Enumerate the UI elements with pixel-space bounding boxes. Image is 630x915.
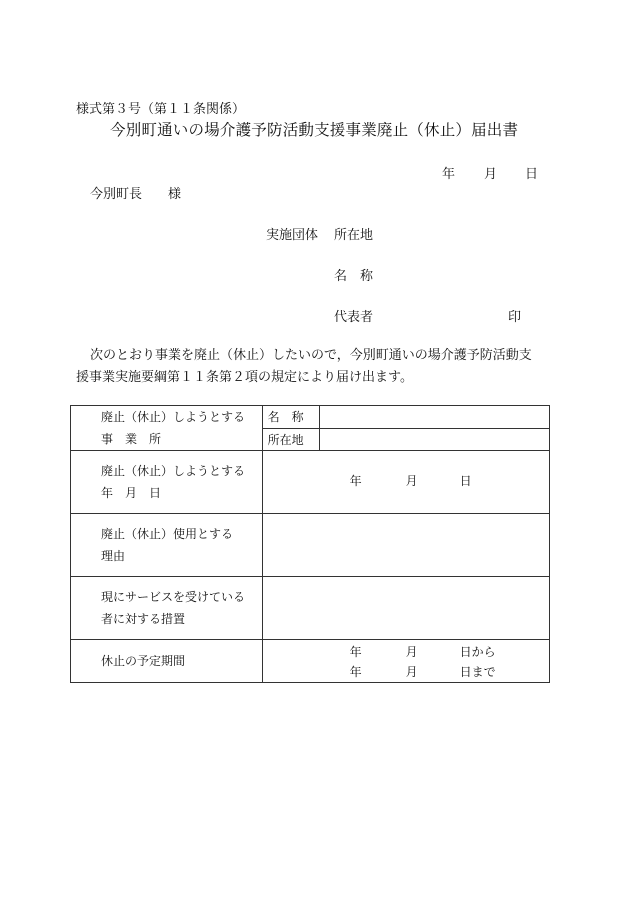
document-title: 今別町通いの場介護予防活動支援事業廃止（休止）届出書: [110, 121, 519, 139]
measures-field[interactable]: [262, 577, 549, 640]
date-month-label: 月: [484, 167, 498, 182]
applicant-address-label: 所在地: [334, 228, 374, 243]
reason-field[interactable]: [262, 514, 549, 577]
facility-name-field[interactable]: [319, 406, 549, 429]
suspension-to-day: 日まで: [459, 665, 496, 679]
suspension-from-month: 月: [405, 645, 418, 659]
measures-label-line2: 者に対する措置: [101, 612, 186, 626]
body-paragraph: [76, 345, 576, 389]
measures-label-line1: 現にサービスを受けている: [101, 590, 246, 604]
abolish-date-day: 日: [459, 474, 472, 488]
suspension-period-label: 休止の予定期間: [71, 640, 263, 683]
facility-address-field[interactable]: [319, 428, 549, 451]
applicant-group-label: 実施団体: [266, 228, 319, 243]
abolish-date-label-line2: 年 月 日: [101, 486, 162, 500]
body-line-2: 援事業実施要綱第１１条第２項の規定により届け出ます。: [76, 370, 413, 385]
date-day-label: 日: [525, 167, 539, 182]
applicant-representative-label: 代表者: [334, 310, 374, 325]
notification-form-table: [70, 405, 550, 683]
facility-name-label: 名 称: [262, 406, 319, 429]
facility-label-line2: 事 業 所: [101, 432, 162, 446]
seal-mark: 印: [508, 310, 522, 325]
reason-label-line1: 廃止（休止）使用とする: [101, 527, 234, 541]
suspension-to-month: 月: [405, 665, 418, 679]
applicant-name-label: 名 称: [334, 269, 374, 284]
facility-label-line1: 廃止（休止）しようとする: [101, 410, 246, 424]
form-number: 様式第３号（第１１条関係）: [76, 102, 246, 117]
facility-label-cell: [71, 406, 263, 451]
addressee: 今別町長 様: [90, 187, 182, 202]
suspension-period-field[interactable]: [262, 640, 549, 683]
reason-label-cell: [71, 514, 263, 577]
measures-label-cell: [71, 577, 263, 640]
abolish-date-label-cell: [71, 451, 263, 514]
abolish-date-year: 年: [349, 474, 362, 488]
reason-label-line2: 理由: [101, 549, 126, 563]
abolish-date-month: 月: [405, 474, 418, 488]
suspension-from-day: 日から: [459, 645, 496, 659]
date-year-label: 年: [442, 167, 456, 182]
body-line-1: 次のとおり事業を廃止（休止）したいので，今別町通いの場介護予防活動支: [90, 348, 532, 363]
facility-address-label: 所在地: [262, 428, 319, 451]
abolish-date-label-line1: 廃止（休止）しようとする: [101, 464, 246, 478]
suspension-from-year: 年: [349, 645, 362, 659]
abolish-date-field[interactable]: [262, 451, 549, 514]
suspension-to-year: 年: [349, 665, 362, 679]
